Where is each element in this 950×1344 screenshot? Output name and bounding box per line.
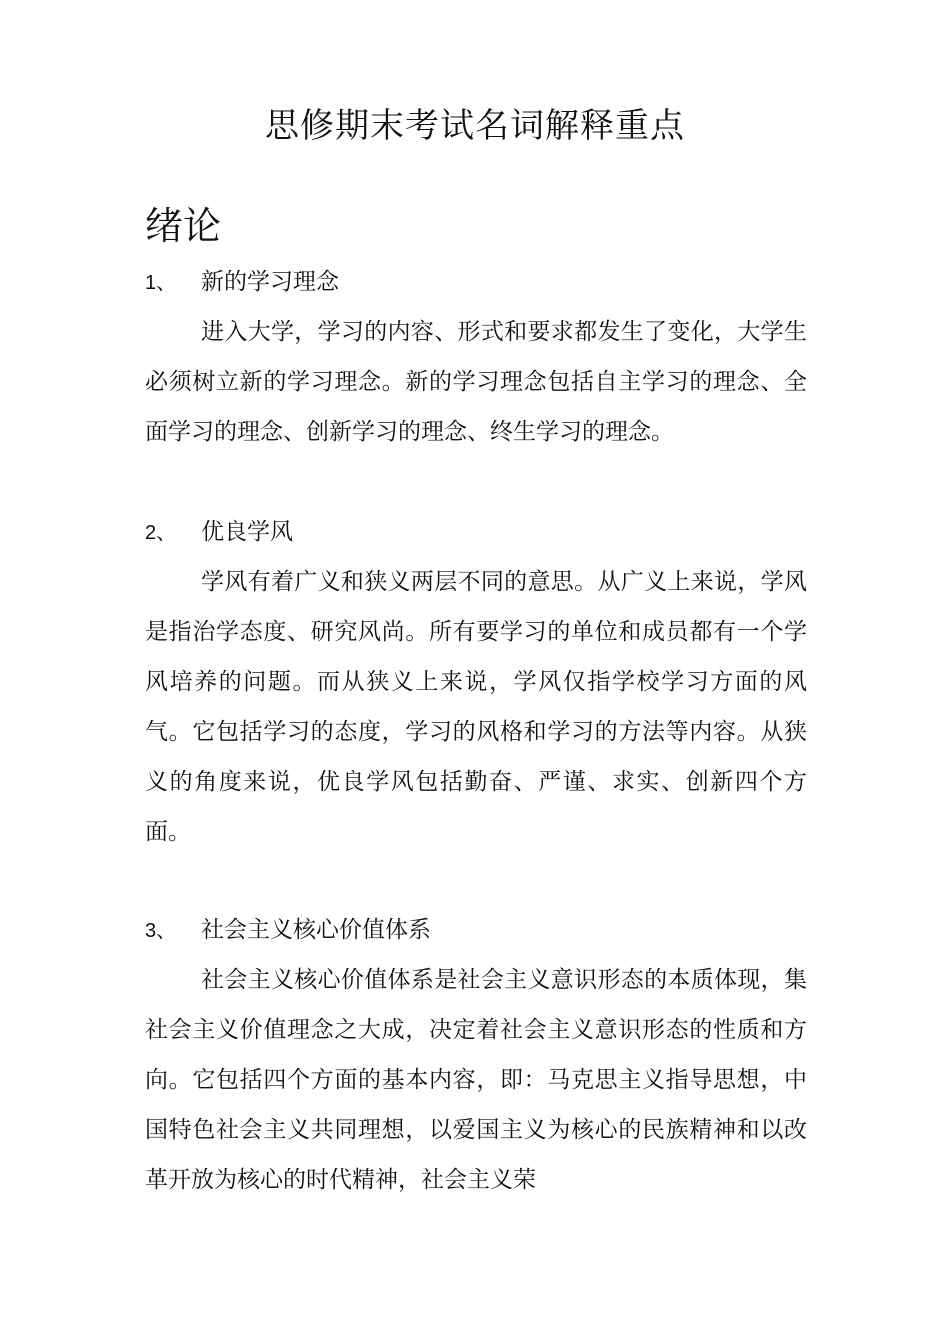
item-number: 1、 bbox=[145, 272, 177, 294]
item-title: 新的学习理念 bbox=[201, 269, 339, 295]
item-heading-3 bbox=[145, 912, 431, 949]
item-title: 社会主义核心价值体系 bbox=[201, 917, 431, 943]
item-number: 2、 bbox=[145, 522, 177, 544]
document-title: 思修期末考试名词解释重点 bbox=[265, 106, 685, 146]
chapter-heading: 绪论 bbox=[145, 204, 222, 248]
item-body-3: 社会主义核心价值体系是社会主义意识形态的本质体现，集社会主义价值理念之大成，决定着社会主义意识形态的性质和方向。它包括四个方面的基本内容，即：马克思主义指导思想，中国特色社会主义共同理想，以爱国主义为核心的民族精神和以改革开放为核心的时代精神，社会主义荣 bbox=[145, 967, 807, 1193]
item-number: 3、 bbox=[145, 920, 177, 942]
item-heading-1 bbox=[145, 264, 339, 301]
item-body-1: 进入大学，学习的内容、形式和要求都发生了变化，大学生必须树立新的学习理念。新的学习理念包括自主学习的理念、全面学习的理念、创新学习的理念、终生学习的理念。 bbox=[145, 319, 807, 445]
item-title: 优良学风 bbox=[201, 519, 293, 545]
item-body-2: 学风有着广义和狭义两层不同的意思。从广义上来说，学风是指治学态度、研究风尚。所有要学习的单位和成员都有一个学风培养的问题。而从狭义上来说，学风仅指学校学习方面的风气。它包括学习的态度，学习的风格和学习的方法等内容。从狭义的角度来说，优良学风包括勤奋、严谨、求实、创新四个方面。 bbox=[145, 569, 807, 845]
item-heading-2 bbox=[145, 514, 293, 551]
